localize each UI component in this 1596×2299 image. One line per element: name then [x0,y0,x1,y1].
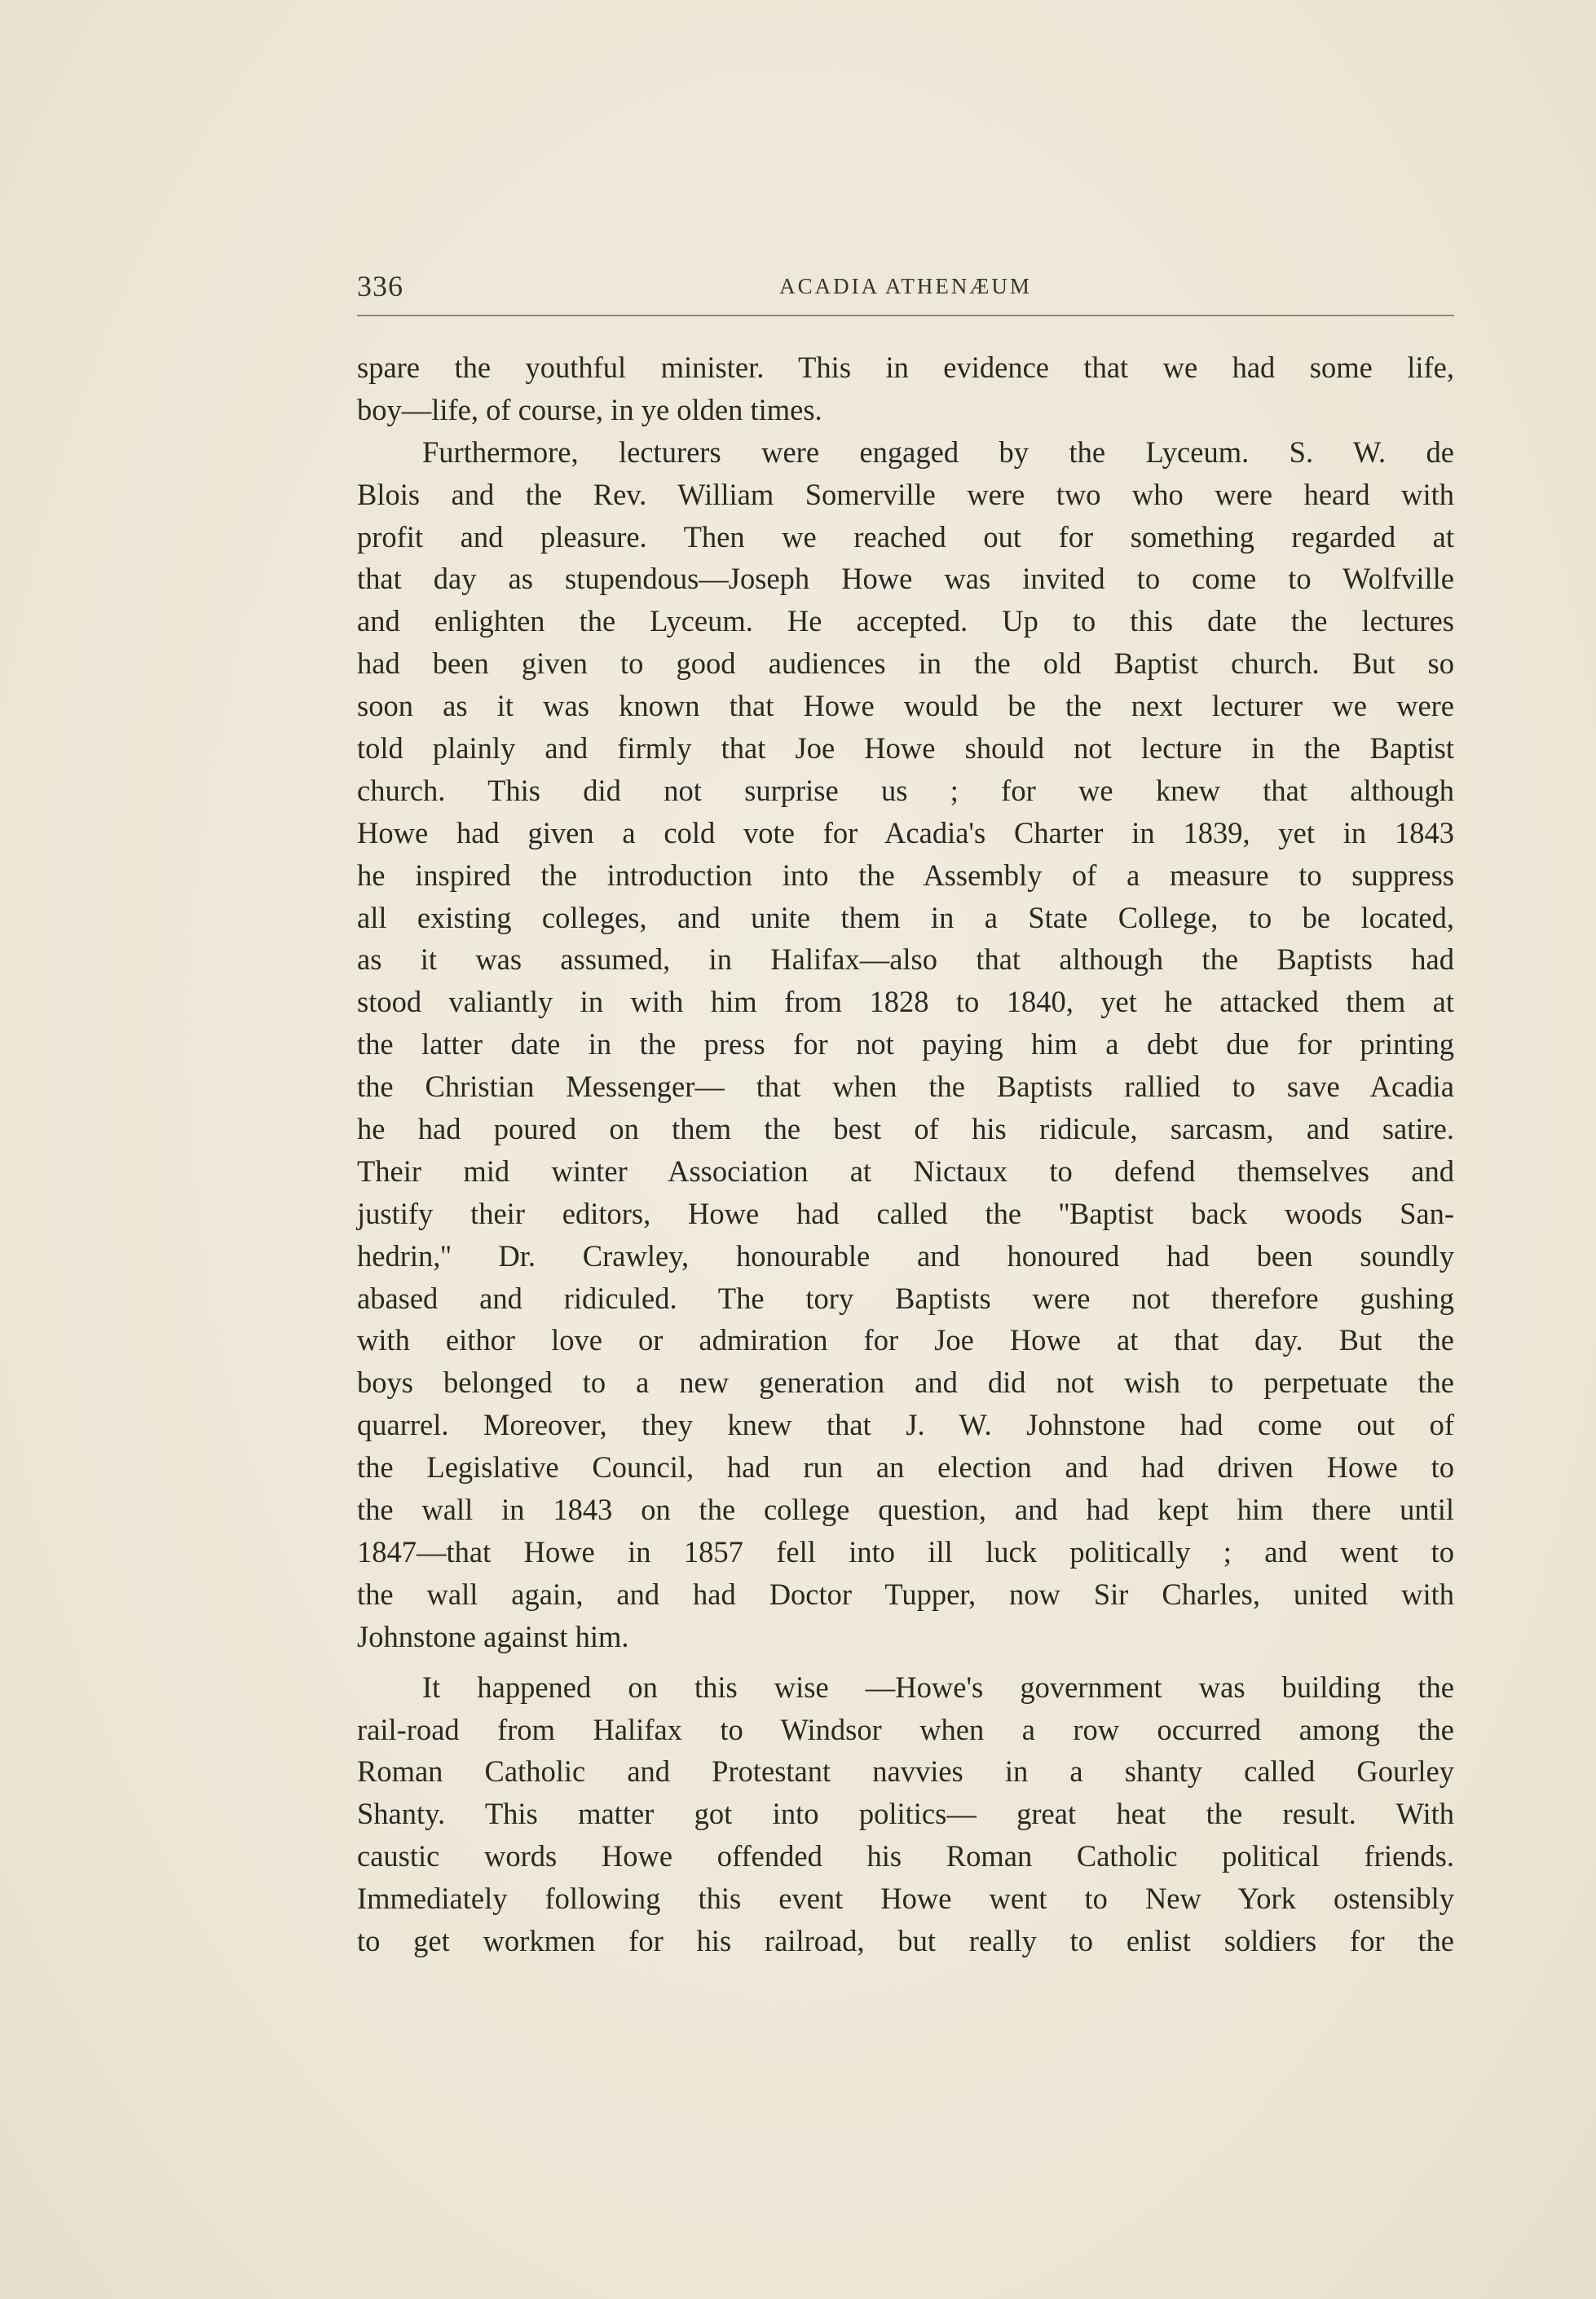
text-line: Immediately following this event Howe went to New York ostensibly [357,1882,1454,1916]
text-line: hedrin,'' Dr. Crawley, honourable and honoured had been soundly [357,1238,1454,1273]
text-line: Shanty. This matter got into politics— great heat the result. With [357,1797,1454,1831]
text-line: the Legislative Council, had run an election and had driven Howe to [357,1450,1454,1485]
text-line: justify their editors, Howe had called the ''Baptist back woods San- [357,1196,1454,1230]
text-line: It happened on this wise —Howe's government was building the [422,1670,1454,1704]
text-line: and enlighten the Lyceum. He accepted. Up to this date the lectures [357,604,1454,638]
paragraph [357,346,1454,431]
text-line: that day as stupendous—Joseph Howe was invited to come to Wolfville [357,562,1454,596]
text-line: abased and ridiculed. The tory Baptists were not therefore gushing [357,1281,1454,1315]
text-line: quarrel. Moreover, they knew that J. W. Johnstone had come out of [357,1408,1454,1442]
text-line: as it was assumed, in Halifax—also that although the Baptists had [357,942,1454,977]
text-line: Johnstone against him. [357,1619,629,1653]
text-line: boy—life, of course, in ye olden times. [357,392,822,426]
text-line: had been given to good audiences in the old Baptist church. But so [357,646,1454,681]
text-line: 1847—that Howe in 1857 fell into ill luck politically ; and went to [357,1534,1454,1569]
text-line: rail-road from Halifax to Windsor when a row occurred among the [357,1712,1454,1746]
text-line: Their mid winter Association at Nictaux to defend themselves and [357,1154,1454,1188]
text-line: the wall in 1843 on the college question, and had kept him there until [357,1493,1454,1527]
text-line: the Christian Messenger— that when the Baptists rallied to save Acadia [357,1070,1454,1104]
text-line: Furthermore, lecturers were engaged by the Lyceum. S. W. de [422,435,1454,469]
paragraph [357,1666,1454,1962]
body-text [357,346,1454,1962]
text-line: boys belonged to a new generation and did not wish to perpetuate the [357,1366,1454,1400]
text-line: soon as it was known that Howe would be the next lecturer we were [357,689,1454,723]
text-line: church. This did not surprise us ; for we knew that although [357,773,1454,807]
header-rule [357,315,1454,316]
text-line: stood valiantly in with him from 1828 to 1840, yet he attacked them at [357,985,1454,1019]
text-line: Roman Catholic and Protestant navvies in a shanty called Gourley [357,1754,1454,1789]
text-line: Howe had given a cold vote for Acadia's Charter in 1839, yet in 1843 [357,815,1454,849]
text-line: caustic words Howe offended his Roman Catholic political friends. [357,1839,1454,1873]
text-line: he had poured on them the best of his ridicule, sarcasm, and satire. [357,1112,1454,1146]
running-head [357,269,1454,313]
journal-title: ACADIA ATHENÆUM [779,274,1032,298]
paragraph [357,431,1454,1658]
text-line: told plainly and firmly that Joe Howe should not lecture in the Baptist [357,731,1454,766]
text-line: all existing colleges, and unite them in a State College, to be located, [357,900,1454,934]
text-line: with eithor love or admiration for Joe Howe at that day. But the [357,1323,1454,1357]
text-line: the latter date in the press for not paying him a debt due for printing [357,1027,1454,1061]
text-line: spare the youthful minister. This in evidence that we had some life, [357,351,1454,384]
text-line: to get workmen for his railroad, but really to enlist soldiers for the [357,1923,1454,1957]
text-line: he inspired the introduction into the Assembly of a measure to suppress [357,858,1454,892]
text-line: the wall again, and had Doctor Tupper, now Sir Charles, united with [357,1577,1454,1611]
page-number: 336 [357,270,403,302]
text-line: profit and pleasure. Then we reached out for something regarded at [357,519,1454,554]
text-line: Blois and the Rev. William Somerville were two who were heard with [357,477,1454,511]
